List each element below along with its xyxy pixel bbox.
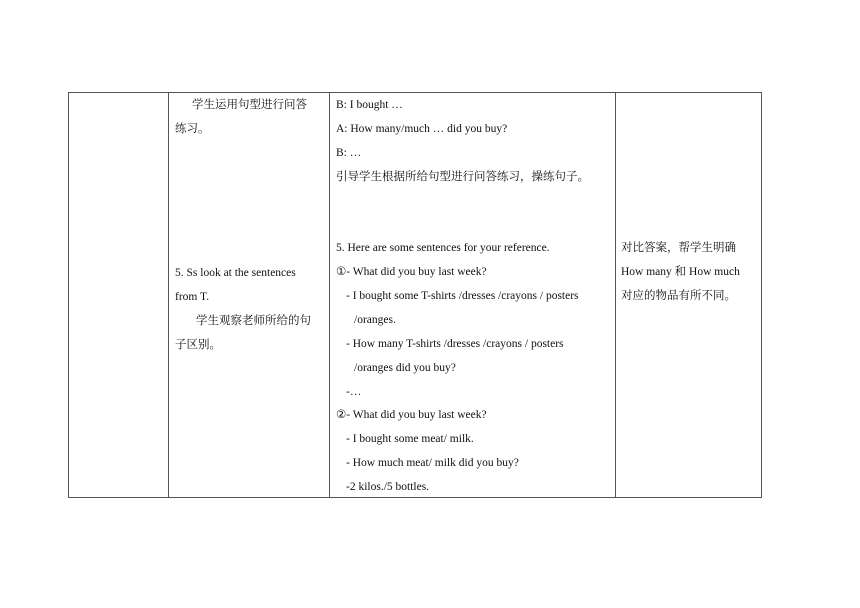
- table-border-col1: [168, 92, 169, 498]
- teacher-activity-line: -2 kilos./5 bottles.: [346, 481, 430, 493]
- teacher-activity-line: ②- What did you buy last week?: [336, 409, 487, 421]
- student-activity-text: 练习。: [175, 123, 210, 135]
- teacher-activity-line: ①- What did you buy last week?: [336, 266, 487, 278]
- teacher-activity-line: 5. Here are some sentences for your reference.: [336, 242, 550, 254]
- student-activity-text: 学生运用句型进行问答: [192, 99, 307, 111]
- student-activity-text: 5. Ss look at the sentences: [175, 267, 296, 279]
- design-intent-text: How many 和 How much: [621, 266, 740, 278]
- teacher-activity-line: - How many T-shirts /dresses /crayons / posters: [346, 338, 564, 350]
- teacher-activity-line: A: How many/much … did you buy?: [336, 123, 508, 135]
- teacher-activity-line: /oranges did you buy?: [354, 362, 456, 374]
- teacher-activity-line: -…: [346, 386, 362, 398]
- table-border-right: [761, 92, 762, 498]
- table-border-col2: [329, 92, 330, 498]
- table-border-bottom: [68, 497, 762, 498]
- teacher-activity-line: - I bought some meat/ milk.: [346, 433, 474, 445]
- design-intent-text: 对比答案，帮学生明确: [621, 242, 736, 254]
- student-activity-text: from T.: [175, 291, 210, 303]
- teacher-activity-line: - I bought some T-shirts /dresses /crayons / posters: [346, 290, 579, 302]
- teacher-activity-line: - How much meat/ milk did you buy?: [346, 457, 519, 469]
- table-border-col3: [615, 92, 616, 498]
- table-border-left: [68, 92, 69, 498]
- table-border-top: [68, 92, 762, 93]
- teacher-activity-line: /oranges.: [354, 314, 396, 326]
- teacher-activity-line: 引导学生根据所给句型进行问答练习，操练句子。: [336, 171, 589, 183]
- teacher-activity-line: B: …: [336, 147, 362, 159]
- student-activity-text: 学生观察老师所给的句: [196, 315, 311, 327]
- design-intent-text: 对应的物品有所不同。: [621, 290, 736, 302]
- student-activity-text: 子区别。: [175, 339, 221, 351]
- teacher-activity-line: B: I bought …: [336, 99, 403, 111]
